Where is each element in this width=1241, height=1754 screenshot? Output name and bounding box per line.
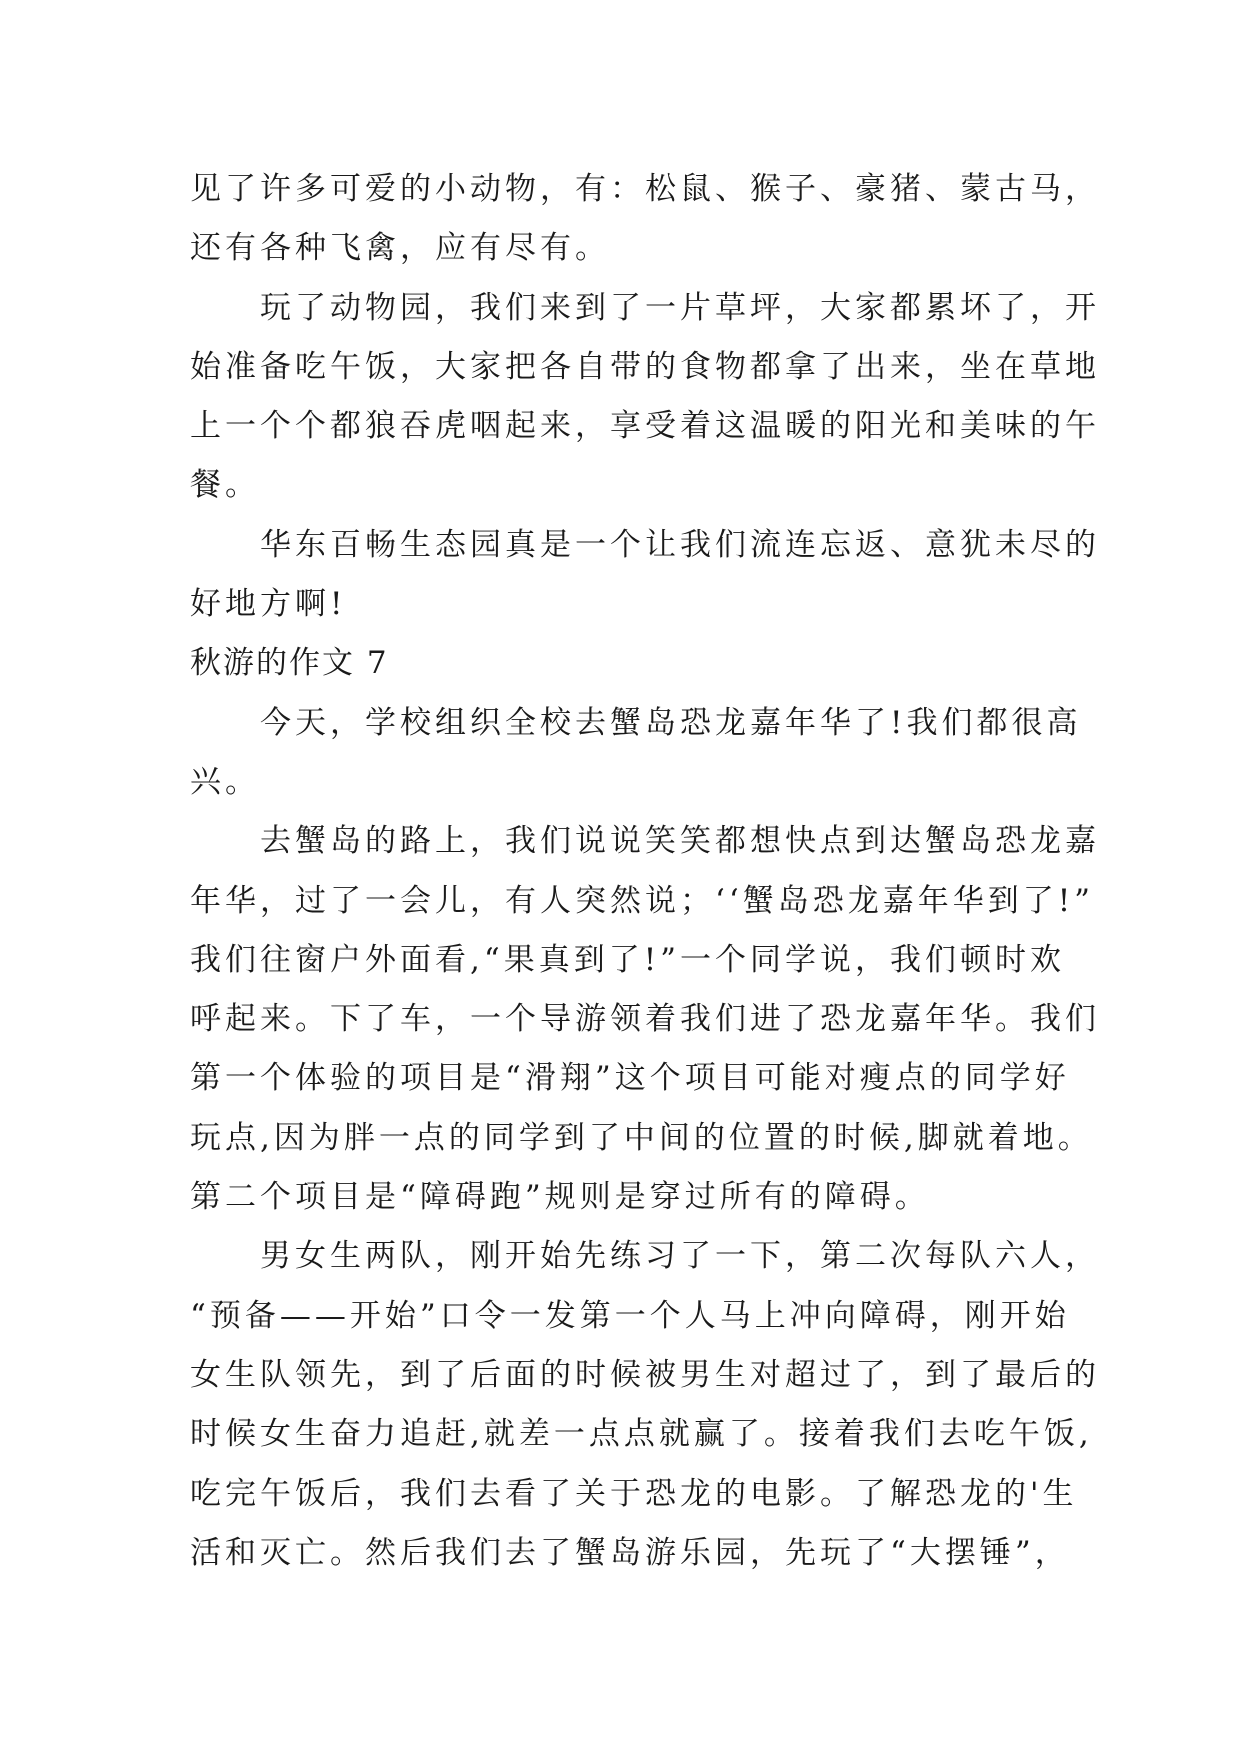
essay-text <box>190 160 1100 1583</box>
text-line: 好地方啊! <box>190 586 347 623</box>
text-line: 时候女生奋力追赶,就差一点点就赢了。接着我们去吃午饭, <box>190 1416 1093 1453</box>
text-line: 我们往窗户外面看,“果真到了!”一个同学说，我们顿时欢 <box>190 941 1066 978</box>
text-line: 始准备吃午饭，大家把各自带的食物都拿了出来，坐在草地 <box>190 348 1100 385</box>
text-line: 上一个个都狼吞虎咽起来，享受着这温暖的阳光和美味的午 <box>190 408 1100 445</box>
text-line: 今天，学校组织全校去蟹岛恐龙嘉年华了!我们都很高 <box>190 704 1082 741</box>
text-line: 兴。 <box>190 763 260 800</box>
text-line: 第一个体验的项目是“滑翔”这个项目可能对瘦点的同学好 <box>190 1060 1070 1097</box>
text-line: 呼起来。下了车，一个导游领着我们进了恐龙嘉年华。我们 <box>190 1001 1100 1038</box>
text-line: 去蟹岛的路上，我们说说笑笑都想快点到达蟹岛恐龙嘉 <box>190 823 1100 860</box>
text-line: 华东百畅生态园真是一个让我们流连忘返、意犹未尽的 <box>190 526 1100 563</box>
text-line: 餐。 <box>190 467 260 504</box>
text-line: 吃完午饭后，我们去看了关于恐龙的电影。了解恐龙的'生 <box>190 1475 1078 1512</box>
text-line: “预备——开始”口令一发第一个人马上冲向障碍，刚开始 <box>190 1297 1070 1334</box>
text-line: 年华，过了一会儿，有人突然说；‘‘蟹岛恐龙嘉年华到了!” <box>190 882 1095 919</box>
text-line: 玩了动物园，我们来到了一片草坪，大家都累坏了，开 <box>190 289 1100 326</box>
text-line: 见了许多可爱的小动物，有：松鼠、猴子、豪猪、蒙古马， <box>190 171 1100 207</box>
text-line: 玩点,因为胖一点的同学到了中间的位置的时候,脚就着地。 <box>190 1119 1093 1156</box>
text-line: 第二个项目是“障碍跑”规则是穿过所有的障碍。 <box>190 1179 930 1216</box>
section-heading: 秋游的作文 7 <box>190 645 389 682</box>
text-line: 活和灭亡。然后我们去了蟹岛游乐园，先玩了“大摆锤”， <box>190 1534 1070 1571</box>
text-line: 女生队领先，到了后面的时候被男生对超过了，到了最后的 <box>190 1356 1100 1393</box>
text-line: 还有各种飞禽，应有尽有。 <box>190 230 610 267</box>
text-line: 男女生两队，刚开始先练习了一下，第二次每队六人， <box>190 1238 1100 1275</box>
